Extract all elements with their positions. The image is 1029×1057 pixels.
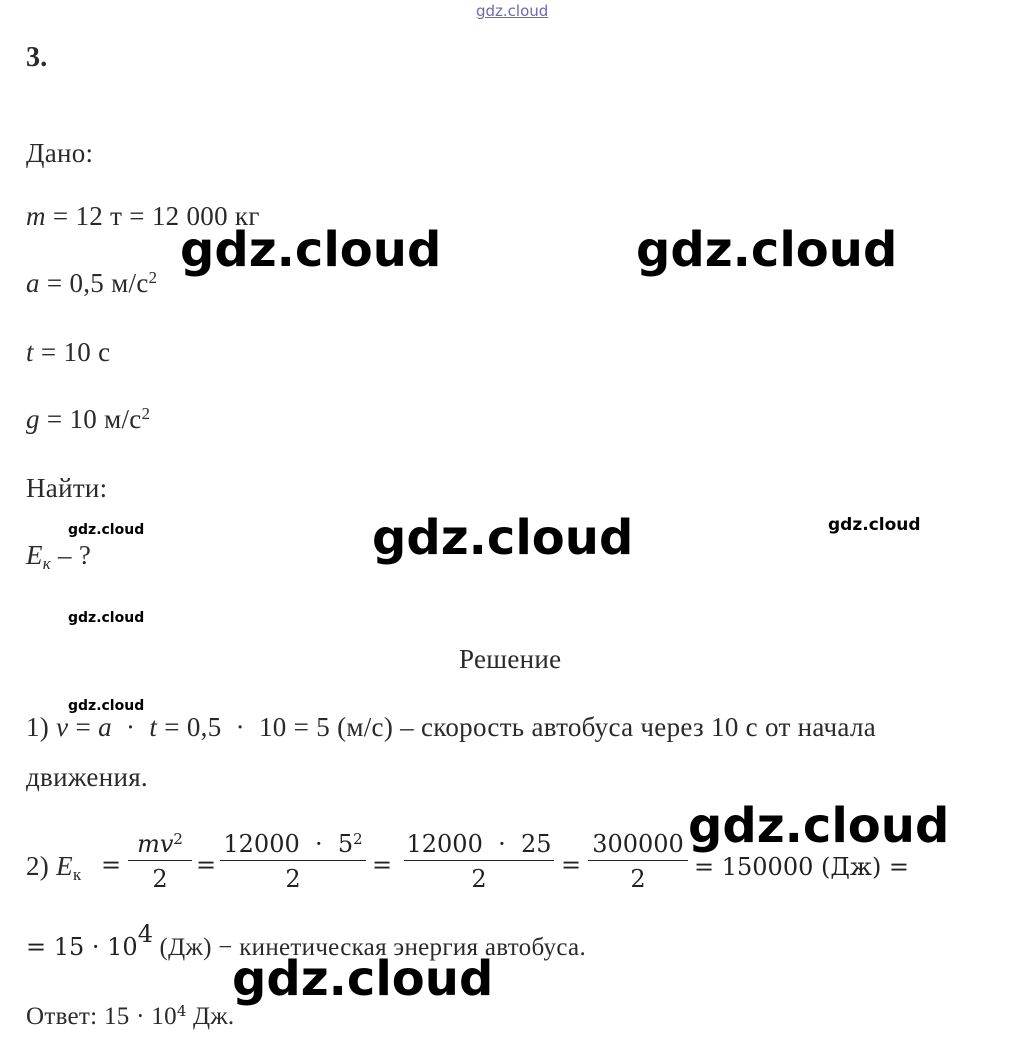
step2-line2-exp: 4: [137, 920, 153, 948]
step2-prefix: 2): [26, 851, 57, 881]
given-heading: Дано:: [26, 138, 94, 168]
fraction-4: [588, 830, 688, 894]
step1-rest: = 0,5 · 10 = 5 (м/с) – скорость автобуса через 10 с от начала: [157, 712, 877, 742]
step2-result: = 150000 (Дж) =: [694, 853, 910, 881]
answer-post: Дж.: [186, 1003, 235, 1030]
find-unknown: [26, 540, 92, 574]
step1-eq: =: [68, 712, 99, 742]
watermark-small-2: gdz.cloud: [828, 515, 921, 535]
step2-E-sub: к: [72, 865, 82, 885]
site-watermark-link[interactable]: gdz.cloud: [476, 2, 549, 20]
answer-pre: Ответ: 15 · 10: [26, 1003, 177, 1030]
step1-v: v: [56, 712, 69, 742]
step2-E: E: [56, 851, 73, 881]
var-g: g: [26, 404, 40, 434]
watermark-small-3: gdz.cloud: [68, 610, 145, 626]
given-gravity-text: = 10 м/с: [39, 404, 142, 434]
fraction-4-denominator: 2: [630, 865, 646, 894]
given-acceleration-text: = 0,5 м/с: [39, 268, 149, 298]
given-acceleration-exp: 2: [148, 267, 158, 287]
given-mass-text: = 12 т = 12 000 кг: [45, 201, 260, 231]
watermark-small-4: gdz.cloud: [68, 698, 145, 714]
step1-t: t: [149, 712, 158, 742]
watermark-5: gdz.cloud: [232, 951, 494, 1007]
fraction-4-numerator: 300000: [592, 830, 684, 858]
given-time-text: = 10 с: [33, 337, 111, 367]
answer: [26, 1001, 235, 1030]
fraction-2-numerator: $12000 \cdot 5^2$: [223, 829, 363, 858]
var-t: t: [26, 337, 34, 367]
watermark-small-1: gdz.cloud: [68, 522, 145, 538]
answer-exp: 4: [176, 1001, 187, 1020]
given-gravity-exp: 2: [141, 403, 151, 423]
var-E: E: [26, 540, 43, 570]
step2-line2-pre: = 15 · 10: [26, 933, 138, 962]
var-m: m: [26, 201, 46, 231]
solution-heading: Решение: [459, 644, 562, 674]
fraction-2-denominator: 2: [285, 865, 301, 894]
fraction-1-denominator: 2: [152, 865, 168, 894]
solution-step1-line2: движения.: [26, 762, 148, 792]
given-time: [26, 339, 110, 366]
fraction-1: [128, 829, 192, 894]
given-acceleration: [26, 267, 158, 298]
watermark-3: gdz.cloud: [372, 510, 634, 566]
step2-eq-4: =: [561, 851, 582, 879]
step2-line2-rest: (Дж) − кинетическая энергия автобуса.: [152, 934, 586, 962]
step2-eq-1: =: [101, 851, 122, 879]
problem-number: 3.: [26, 42, 48, 73]
watermark-2: gdz.cloud: [636, 222, 898, 278]
fraction-3-denominator: 2: [471, 865, 487, 894]
step1-a: a: [98, 712, 112, 742]
watermark-1: gdz.cloud: [180, 222, 442, 278]
solution-step1: [26, 714, 876, 741]
step1-prefix: 1): [26, 712, 57, 742]
fraction-3-numerator: 12000 · 25: [406, 830, 552, 858]
step2-eq-3: =: [372, 851, 393, 879]
var-E-sub: к: [42, 554, 51, 574]
fraction-1-numerator: $mv^2$: [137, 829, 183, 858]
step1-dot: ·: [111, 712, 150, 742]
watermark-4: gdz.cloud: [688, 798, 950, 854]
fraction-3: [404, 830, 554, 894]
step2-lhs: [26, 851, 82, 885]
var-a: a: [26, 268, 40, 298]
given-gravity: [26, 403, 151, 434]
step2-eq-2: =: [196, 851, 217, 879]
fraction-2: [220, 829, 366, 894]
find-unknown-text: – ?: [50, 540, 92, 570]
find-heading: Найти:: [26, 473, 108, 503]
